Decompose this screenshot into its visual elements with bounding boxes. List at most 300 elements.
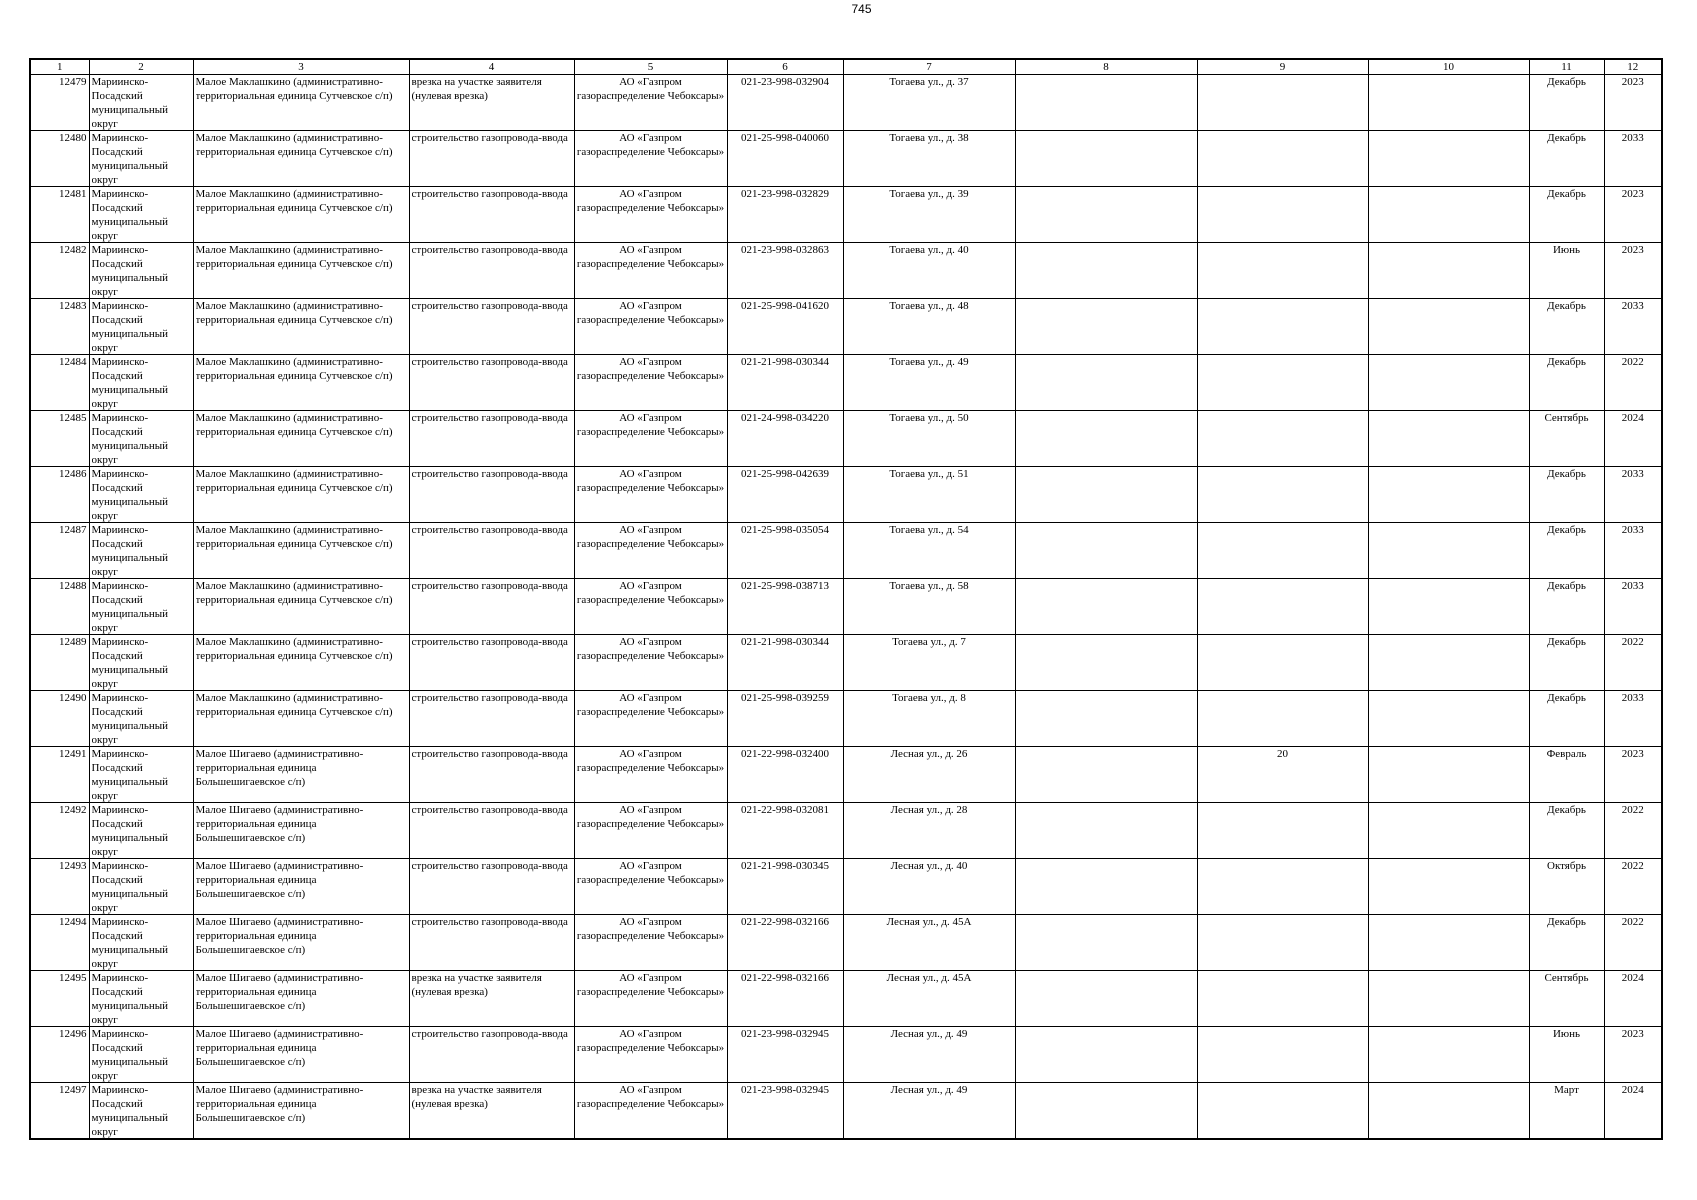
cell-text: Мариинско-Посадский муниципальный округ <box>91 916 169 970</box>
cell-text: АО «Газпром газораспределение Чебоксары» <box>576 300 725 326</box>
table-cell-col-5 <box>574 859 727 915</box>
table-cell-col-12 <box>1604 859 1662 915</box>
cell-text: строительство газопровода-ввода <box>411 244 568 256</box>
table-cell-col-11 <box>1529 467 1604 523</box>
cell-text <box>1371 579 1527 634</box>
table-cell-col-6 <box>727 467 843 523</box>
cell-text: 12489 <box>59 636 87 648</box>
cell-text: Малое Маклашкино (административно-территориальная единица Сутчевское с/п) <box>195 524 393 550</box>
table-cell-col-2 <box>89 411 193 467</box>
cell-text: врезка на участке заявителя (нулевая врезка) <box>411 76 542 102</box>
table-cell-col-10 <box>1368 299 1529 355</box>
table-cell-col-9 <box>1197 915 1368 971</box>
table-cell-col-10 <box>1368 523 1529 579</box>
table-cell-col-4 <box>409 915 574 971</box>
table-row <box>30 131 1662 187</box>
cell-text: Мариинско-Посадский муниципальный округ <box>91 524 169 578</box>
table-row <box>30 523 1662 579</box>
table-cell-col-9 <box>1197 411 1368 467</box>
cell-text: Лесная ул., д. 40 <box>890 860 968 872</box>
cell-text: 021-25-998-038713 <box>741 580 829 592</box>
cell-text <box>1018 243 1195 298</box>
cell-text <box>1200 1027 1366 1082</box>
cell-text: 2022 <box>1621 860 1644 872</box>
table-cell-col-6 <box>727 579 843 635</box>
table-cell-col-12 <box>1604 1027 1662 1083</box>
cell-text: АО «Газпром газораспределение Чебоксары» <box>576 412 725 438</box>
cell-text <box>1371 355 1527 410</box>
cell-text: строительство газопровода-ввода <box>411 412 568 424</box>
table-cell-col-3 <box>193 467 409 523</box>
table-cell-col-7 <box>843 523 1015 579</box>
table-cell-col-4 <box>409 355 574 411</box>
table-cell-col-2 <box>89 467 193 523</box>
table-cell-col-3 <box>193 859 409 915</box>
table-cell-col-6 <box>727 971 843 1027</box>
table-cell-col-3 <box>193 971 409 1027</box>
table-cell-col-5 <box>574 75 727 131</box>
cell-text: строительство газопровода-ввода <box>411 524 568 536</box>
table-cell-col-3 <box>193 243 409 299</box>
page-number: 745 <box>851 2 872 16</box>
table-cell-col-1 <box>30 971 89 1027</box>
table-cell-col-7 <box>843 635 1015 691</box>
table-cell-col-9 <box>1197 243 1368 299</box>
table-cell-col-7 <box>843 299 1015 355</box>
table-cell-col-12 <box>1604 355 1662 411</box>
table-cell-col-6 <box>727 523 843 579</box>
table-cell-col-3 <box>193 299 409 355</box>
cell-text: Тогаева ул., д. 7 <box>892 636 966 648</box>
table-cell-col-12 <box>1604 243 1662 299</box>
table-body <box>30 75 1662 1140</box>
table-cell-col-7 <box>843 859 1015 915</box>
table-header <box>30 59 1662 75</box>
cell-text <box>1200 411 1366 466</box>
table-row <box>30 355 1662 411</box>
table-cell-col-9 <box>1197 355 1368 411</box>
cell-text: Декабрь <box>1547 188 1586 200</box>
table-cell-col-3 <box>193 915 409 971</box>
table-cell-col-1 <box>30 523 89 579</box>
table-cell-col-3 <box>193 411 409 467</box>
cell-text: Декабрь <box>1547 468 1586 480</box>
cell-text: строительство газопровода-ввода <box>411 188 568 200</box>
table-cell-col-4 <box>409 467 574 523</box>
table-cell-col-1 <box>30 187 89 243</box>
table-cell-col-9 <box>1197 579 1368 635</box>
table-cell-col-4 <box>409 803 574 859</box>
table-cell-col-6 <box>727 131 843 187</box>
cell-text: Малое Маклашкино (административно-территориальная единица Сутчевское с/п) <box>195 412 393 438</box>
table-cell-col-1 <box>30 355 89 411</box>
table-cell-col-1 <box>30 1083 89 1140</box>
table-cell-col-5 <box>574 1083 727 1140</box>
column-header-9: 9 <box>1197 59 1368 75</box>
cell-text: 12490 <box>59 692 87 704</box>
table-cell-col-8 <box>1015 467 1197 523</box>
table-cell-col-10 <box>1368 803 1529 859</box>
table-cell-col-2 <box>89 355 193 411</box>
cell-text: 021-23-998-032945 <box>741 1028 829 1040</box>
cell-text: Малое Маклашкино (административно-территориальная единица Сутчевское с/п) <box>195 188 393 214</box>
cell-text <box>1371 635 1527 690</box>
table-cell-col-11 <box>1529 187 1604 243</box>
table-cell-col-3 <box>193 131 409 187</box>
cell-text: строительство газопровода-ввода <box>411 300 568 312</box>
cell-text: Мариинско-Посадский муниципальный округ <box>91 580 169 634</box>
cell-text <box>1371 691 1527 746</box>
table-cell-col-4 <box>409 579 574 635</box>
table-cell-col-2 <box>89 803 193 859</box>
table-cell-col-6 <box>727 355 843 411</box>
cell-text <box>1371 523 1527 578</box>
cell-text: 021-25-998-041620 <box>741 300 829 312</box>
cell-text: АО «Газпром газораспределение Чебоксары» <box>576 804 725 830</box>
table-cell-col-5 <box>574 299 727 355</box>
cell-text: АО «Газпром газораспределение Чебоксары» <box>576 188 725 214</box>
cell-text: строительство газопровода-ввода <box>411 748 568 760</box>
column-header-6: 6 <box>727 59 843 75</box>
column-header-8: 8 <box>1015 59 1197 75</box>
cell-text <box>1371 1027 1527 1082</box>
table-cell-col-11 <box>1529 523 1604 579</box>
cell-text: Мариинско-Посадский муниципальный округ <box>91 468 169 522</box>
cell-text <box>1371 747 1527 802</box>
table-cell-col-4 <box>409 523 574 579</box>
table-cell-col-2 <box>89 859 193 915</box>
cell-text: Малое Маклашкино (административно-территориальная единица Сутчевское с/п) <box>195 356 393 382</box>
cell-text <box>1371 75 1527 130</box>
cell-text: Мариинско-Посадский муниципальный округ <box>91 188 169 242</box>
cell-text: 12488 <box>59 580 87 592</box>
table-cell-col-10 <box>1368 971 1529 1027</box>
table-cell-col-2 <box>89 75 193 131</box>
table-cell-col-8 <box>1015 243 1197 299</box>
table-cell-col-9 <box>1197 859 1368 915</box>
table-cell-col-1 <box>30 691 89 747</box>
table-cell-col-10 <box>1368 75 1529 131</box>
table-row <box>30 747 1662 803</box>
cell-text: 2033 <box>1621 468 1644 480</box>
cell-text: 2022 <box>1621 916 1644 928</box>
cell-text: строительство газопровода-ввода <box>411 860 568 872</box>
cell-text: Малое Маклашкино (административно-территориальная единица Сутчевское с/п) <box>195 300 393 326</box>
cell-text <box>1200 299 1366 354</box>
table-cell-col-6 <box>727 691 843 747</box>
table-cell-col-8 <box>1015 859 1197 915</box>
cell-text <box>1018 1083 1195 1138</box>
column-header-10: 10 <box>1368 59 1529 75</box>
cell-text: 2023 <box>1621 244 1644 256</box>
cell-text: Тогаева ул., д. 8 <box>892 692 966 704</box>
table-cell-col-2 <box>89 635 193 691</box>
cell-text: АО «Газпром газораспределение Чебоксары» <box>576 468 725 494</box>
cell-text <box>1200 635 1366 690</box>
cell-text <box>1200 467 1366 522</box>
table-cell-col-3 <box>193 803 409 859</box>
column-header-5: 5 <box>574 59 727 75</box>
table-row <box>30 579 1662 635</box>
cell-text: Лесная ул., д. 49 <box>890 1084 968 1096</box>
table-cell-col-11 <box>1529 803 1604 859</box>
table-cell-col-6 <box>727 299 843 355</box>
cell-text: 021-25-998-035054 <box>741 524 829 536</box>
table-cell-col-4 <box>409 1083 574 1140</box>
table-cell-col-2 <box>89 691 193 747</box>
cell-text: Март <box>1554 1084 1579 1096</box>
column-header-12: 12 <box>1604 59 1662 75</box>
table-cell-col-4 <box>409 187 574 243</box>
cell-text: АО «Газпром газораспределение Чебоксары» <box>576 580 725 606</box>
table-cell-col-7 <box>843 1027 1015 1083</box>
cell-text: 12491 <box>59 748 87 760</box>
cell-text <box>1371 1083 1527 1138</box>
cell-text: строительство газопровода-ввода <box>411 356 568 368</box>
table-cell-col-8 <box>1015 299 1197 355</box>
table-cell-col-10 <box>1368 747 1529 803</box>
table-cell-col-12 <box>1604 523 1662 579</box>
table-cell-col-7 <box>843 1083 1015 1140</box>
table-cell-col-10 <box>1368 467 1529 523</box>
cell-text: АО «Газпром газораспределение Чебоксары» <box>576 636 725 662</box>
table-cell-col-7 <box>843 355 1015 411</box>
cell-text: Декабрь <box>1547 636 1586 648</box>
cell-text: Мариинско-Посадский муниципальный округ <box>91 636 169 690</box>
cell-text: Мариинско-Посадский муниципальный округ <box>91 300 169 354</box>
table-cell-col-2 <box>89 747 193 803</box>
table-cell-col-2 <box>89 1027 193 1083</box>
cell-text: Мариинско-Посадский муниципальный округ <box>91 972 169 1026</box>
column-header-2: 2 <box>89 59 193 75</box>
table-cell-col-9 <box>1197 803 1368 859</box>
cell-text: АО «Газпром газораспределение Чебоксары» <box>576 1028 725 1054</box>
cell-text <box>1200 355 1366 410</box>
table-cell-col-1 <box>30 1027 89 1083</box>
cell-text: 2033 <box>1621 692 1644 704</box>
table-cell-col-9 <box>1197 299 1368 355</box>
table-cell-col-5 <box>574 971 727 1027</box>
cell-text: Тогаева ул., д. 40 <box>889 244 969 256</box>
table-cell-col-8 <box>1015 691 1197 747</box>
table-cell-col-4 <box>409 747 574 803</box>
table-cell-col-7 <box>843 747 1015 803</box>
cell-text <box>1371 971 1527 1026</box>
cell-text: 021-22-998-032400 <box>741 748 829 760</box>
cell-text: 021-25-998-042639 <box>741 468 829 480</box>
table-cell-col-3 <box>193 75 409 131</box>
table-cell-col-11 <box>1529 579 1604 635</box>
table-cell-col-3 <box>193 579 409 635</box>
cell-text: 2024 <box>1621 1084 1644 1096</box>
table-cell-col-11 <box>1529 411 1604 467</box>
cell-text <box>1371 299 1527 354</box>
cell-text: Мариинско-Посадский муниципальный округ <box>91 692 169 746</box>
cell-text: Тогаева ул., д. 37 <box>889 76 969 88</box>
table-cell-col-10 <box>1368 131 1529 187</box>
cell-text: Тогаева ул., д. 39 <box>889 188 969 200</box>
header-row <box>30 59 1662 75</box>
table-cell-col-9 <box>1197 523 1368 579</box>
cell-text: 12496 <box>59 1028 87 1040</box>
cell-text: 12482 <box>59 244 87 256</box>
table-cell-col-12 <box>1604 299 1662 355</box>
cell-text: 2024 <box>1621 412 1644 424</box>
cell-text: Малое Шигаево (административно-территориальная единица Большешигаевское с/п) <box>195 804 364 844</box>
table-cell-col-7 <box>843 75 1015 131</box>
table-cell-col-7 <box>843 411 1015 467</box>
cell-text <box>1200 803 1366 858</box>
table-cell-col-12 <box>1604 75 1662 131</box>
column-header-3: 3 <box>193 59 409 75</box>
cell-text: 021-21-998-030344 <box>741 356 829 368</box>
table-cell-col-7 <box>843 467 1015 523</box>
table-row <box>30 467 1662 523</box>
cell-text: Малое Шигаево (административно-территориальная единица Большешигаевское с/п) <box>195 748 364 788</box>
table-cell-col-1 <box>30 243 89 299</box>
cell-text <box>1018 355 1195 410</box>
cell-text: 2022 <box>1621 804 1644 816</box>
cell-text: 12497 <box>59 1084 87 1096</box>
table-cell-col-3 <box>193 635 409 691</box>
table-cell-col-5 <box>574 355 727 411</box>
cell-text: 021-23-998-032945 <box>741 1084 829 1096</box>
table-cell-col-5 <box>574 243 727 299</box>
cell-text: 12484 <box>59 356 87 368</box>
cell-text: 12479 <box>59 76 87 88</box>
table-cell-col-1 <box>30 299 89 355</box>
cell-text: Тогаева ул., д. 51 <box>889 468 969 480</box>
table-cell-col-4 <box>409 411 574 467</box>
table-cell-col-3 <box>193 1083 409 1140</box>
table-cell-col-8 <box>1015 915 1197 971</box>
table-row <box>30 915 1662 971</box>
table-cell-col-8 <box>1015 355 1197 411</box>
table-cell-col-12 <box>1604 635 1662 691</box>
table-cell-col-12 <box>1604 187 1662 243</box>
cell-text <box>1200 243 1366 298</box>
cell-text: 12481 <box>59 188 87 200</box>
table-cell-col-6 <box>727 75 843 131</box>
table-cell-col-1 <box>30 915 89 971</box>
cell-text: Лесная ул., д. 28 <box>890 804 968 816</box>
cell-text <box>1018 467 1195 522</box>
cell-text <box>1018 75 1195 130</box>
table-cell-col-4 <box>409 691 574 747</box>
cell-text: строительство газопровода-ввода <box>411 1028 568 1040</box>
cell-text: АО «Газпром газораспределение Чебоксары» <box>576 132 725 158</box>
table-cell-col-2 <box>89 915 193 971</box>
table-cell-col-9 <box>1197 1083 1368 1140</box>
table-cell-col-3 <box>193 523 409 579</box>
table-cell-col-6 <box>727 243 843 299</box>
table-cell-col-1 <box>30 131 89 187</box>
cell-text: 2023 <box>1621 1028 1644 1040</box>
cell-text: Октябрь <box>1547 860 1586 872</box>
table-cell-col-8 <box>1015 75 1197 131</box>
cell-text: Мариинско-Посадский муниципальный округ <box>91 76 169 130</box>
table-cell-col-8 <box>1015 1027 1197 1083</box>
cell-text: Тогаева ул., д. 49 <box>889 356 969 368</box>
table-cell-col-5 <box>574 915 727 971</box>
cell-text: Мариинско-Посадский муниципальный округ <box>91 244 169 298</box>
table-cell-col-5 <box>574 467 727 523</box>
table-cell-col-8 <box>1015 747 1197 803</box>
cell-text: 021-24-998-034220 <box>741 412 829 424</box>
cell-text: Февраль <box>1546 748 1587 760</box>
table-cell-col-11 <box>1529 1083 1604 1140</box>
cell-text: 2033 <box>1621 132 1644 144</box>
table-row <box>30 75 1662 131</box>
cell-text: Декабрь <box>1547 916 1586 928</box>
table-cell-col-12 <box>1604 691 1662 747</box>
table-cell-col-10 <box>1368 859 1529 915</box>
cell-text <box>1018 803 1195 858</box>
cell-text: Декабрь <box>1547 300 1586 312</box>
table-row <box>30 859 1662 915</box>
cell-text: Декабрь <box>1547 524 1586 536</box>
cell-text: Малое Маклашкино (административно-территориальная единица Сутчевское с/п) <box>195 636 393 662</box>
table-cell-col-8 <box>1015 187 1197 243</box>
table-cell-col-3 <box>193 747 409 803</box>
cell-text: 2033 <box>1621 580 1644 592</box>
cell-text <box>1018 131 1195 186</box>
table-cell-col-5 <box>574 1027 727 1083</box>
cell-text: 12483 <box>59 300 87 312</box>
cell-text: 20 <box>1277 748 1288 760</box>
table-cell-col-4 <box>409 1027 574 1083</box>
cell-text <box>1018 691 1195 746</box>
cell-text: 2022 <box>1621 356 1644 368</box>
cell-text: Малое Маклашкино (административно-территориальная единица Сутчевское с/п) <box>195 580 393 606</box>
cell-text: 021-23-998-032829 <box>741 188 829 200</box>
table-cell-col-1 <box>30 579 89 635</box>
table-cell-col-2 <box>89 187 193 243</box>
cell-text <box>1200 971 1366 1026</box>
cell-text: АО «Газпром газораспределение Чебоксары» <box>576 244 725 270</box>
table-cell-col-7 <box>843 803 1015 859</box>
table-cell-col-8 <box>1015 411 1197 467</box>
column-header-11: 11 <box>1529 59 1604 75</box>
registry-table <box>29 58 1663 1140</box>
cell-text: Сентябрь <box>1544 412 1589 424</box>
table-cell-col-8 <box>1015 1083 1197 1140</box>
table-cell-col-1 <box>30 747 89 803</box>
table-cell-col-7 <box>843 243 1015 299</box>
cell-text: строительство газопровода-ввода <box>411 636 568 648</box>
cell-text: Лесная ул., д. 45А <box>886 972 972 984</box>
table-cell-col-6 <box>727 747 843 803</box>
table-cell-col-6 <box>727 1027 843 1083</box>
table-cell-col-4 <box>409 131 574 187</box>
cell-text <box>1371 467 1527 522</box>
table-cell-col-3 <box>193 1027 409 1083</box>
table-cell-col-2 <box>89 971 193 1027</box>
table-cell-col-12 <box>1604 579 1662 635</box>
cell-text: Малое Маклашкино (административно-территориальная единица Сутчевское с/п) <box>195 132 393 158</box>
table-cell-col-1 <box>30 411 89 467</box>
cell-text <box>1371 803 1527 858</box>
cell-text: Мариинско-Посадский муниципальный округ <box>91 412 169 466</box>
table-cell-col-9 <box>1197 1027 1368 1083</box>
table-cell-col-7 <box>843 971 1015 1027</box>
table-cell-col-7 <box>843 187 1015 243</box>
cell-text: Декабрь <box>1547 580 1586 592</box>
cell-text <box>1371 411 1527 466</box>
table-cell-col-8 <box>1015 523 1197 579</box>
table-row <box>30 187 1662 243</box>
cell-text: Тогаева ул., д. 38 <box>889 132 969 144</box>
